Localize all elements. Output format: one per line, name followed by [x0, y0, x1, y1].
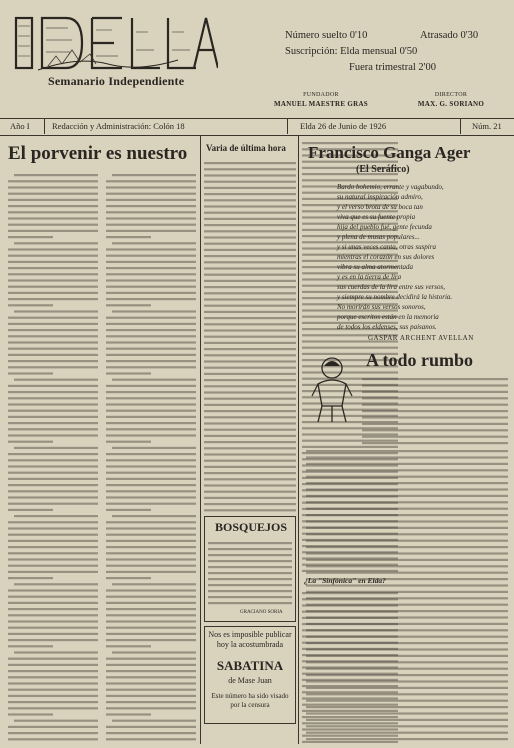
fecha: Elda 26 de Junio de 1926 — [300, 121, 387, 131]
numero: Núm. 21 — [472, 121, 502, 131]
poem-line: y plena de musas populares... — [337, 233, 420, 241]
atrasado-price: Atrasado 0'30 — [420, 30, 479, 41]
headline-ganga: Francisco Ganga Ager — [308, 143, 471, 162]
poem-author: GASPAR ARCHENT AVELLAN — [368, 334, 474, 342]
dateline — [0, 118, 514, 136]
poem-line: sus cuerdas de la lira entre sus versos, — [337, 283, 445, 291]
caricature-illustration — [310, 354, 356, 426]
poem-line: viva que es su fuente propia — [337, 213, 416, 221]
article-varia-body — [204, 160, 296, 516]
fundador-name: MANUEL MAESTRE GRAS — [274, 100, 368, 108]
poem-line: porque escritos están en la memoria — [337, 313, 439, 321]
censura-notice: Este número ha sido visado por la censura — [211, 692, 289, 709]
poem — [337, 182, 507, 332]
poem-line: su natural inspiración admiro, — [337, 193, 423, 201]
headline-varia: Varia de última hora — [206, 143, 286, 153]
article-rumbo-body — [306, 448, 508, 744]
headline-porvenir: El porvenir es nuestro — [8, 143, 188, 164]
bosquejos-body — [208, 540, 292, 610]
text-lines — [306, 448, 508, 744]
headline-todo-rumbo: A todo rumbo — [366, 350, 474, 370]
poem-line: hija del pueblo fué, gente fecunda — [337, 223, 432, 231]
fuera-price: Fuera trimestral 2'00 — [349, 62, 437, 73]
text-lines — [208, 540, 292, 610]
divider — [287, 118, 288, 134]
column-divider — [298, 136, 299, 744]
idella-logo — [8, 10, 218, 74]
bosquejos-title: BOSQUEJOS — [214, 520, 288, 534]
sabatina-intro: Nos es imposible publicar hoy la acostumbrada — [208, 630, 292, 649]
redaccion: Redacción y Administración: Colón 18 — [52, 121, 185, 131]
poem-line: mientras el corazón en sus dolores — [337, 253, 435, 261]
sabatina-title: SABATINA — [216, 658, 284, 673]
column-divider — [200, 136, 201, 744]
divider — [44, 118, 45, 134]
poem-line: y si unas veces canta, otras suspira — [337, 243, 436, 251]
article-porvenir-body — [8, 172, 196, 744]
text-lines — [204, 160, 296, 516]
text-lines — [8, 172, 196, 744]
director-label: DIRECTOR — [434, 92, 468, 98]
fundador-label: FUNDADOR — [303, 92, 339, 98]
masthead — [0, 0, 514, 118]
article-rumbo-intro — [362, 376, 508, 446]
poem-line: No morirán sus versos sonoros, — [337, 303, 426, 311]
director-name: MAX. G. SORIANO — [417, 100, 485, 108]
headline-sinfonica: ¿La "Sinfónica" en Elda? — [304, 576, 386, 585]
price-suelto: Número suelto 0'10 — [285, 30, 368, 41]
poem-line: y es en la tierra de lira — [337, 273, 402, 281]
subtitle: Semanario Independiente — [48, 74, 185, 88]
poem-line: vibra su alma atormentada — [337, 263, 414, 271]
subhead-serafico: (El Seráfico) — [356, 164, 410, 175]
price-block — [285, 28, 436, 76]
divider — [460, 118, 461, 134]
poem-line: y el verso brota de su boca tan — [337, 203, 423, 211]
poem-line: y siempre su nombre decidirá la historia. — [337, 293, 453, 301]
sabatina-by: de Mase Juan — [228, 676, 272, 685]
suscripcion: Suscripción: Elda mensual 0'50 — [285, 46, 418, 57]
ano: Año I — [10, 121, 30, 131]
text-lines — [362, 376, 508, 446]
bosquejos-author: GRACIANO SORIA — [240, 610, 283, 615]
poem-line: Bardo bohemio, errante y vagabundo, — [337, 183, 444, 191]
poem-line: de todos los eldenses, sus paisanos. — [337, 323, 437, 331]
